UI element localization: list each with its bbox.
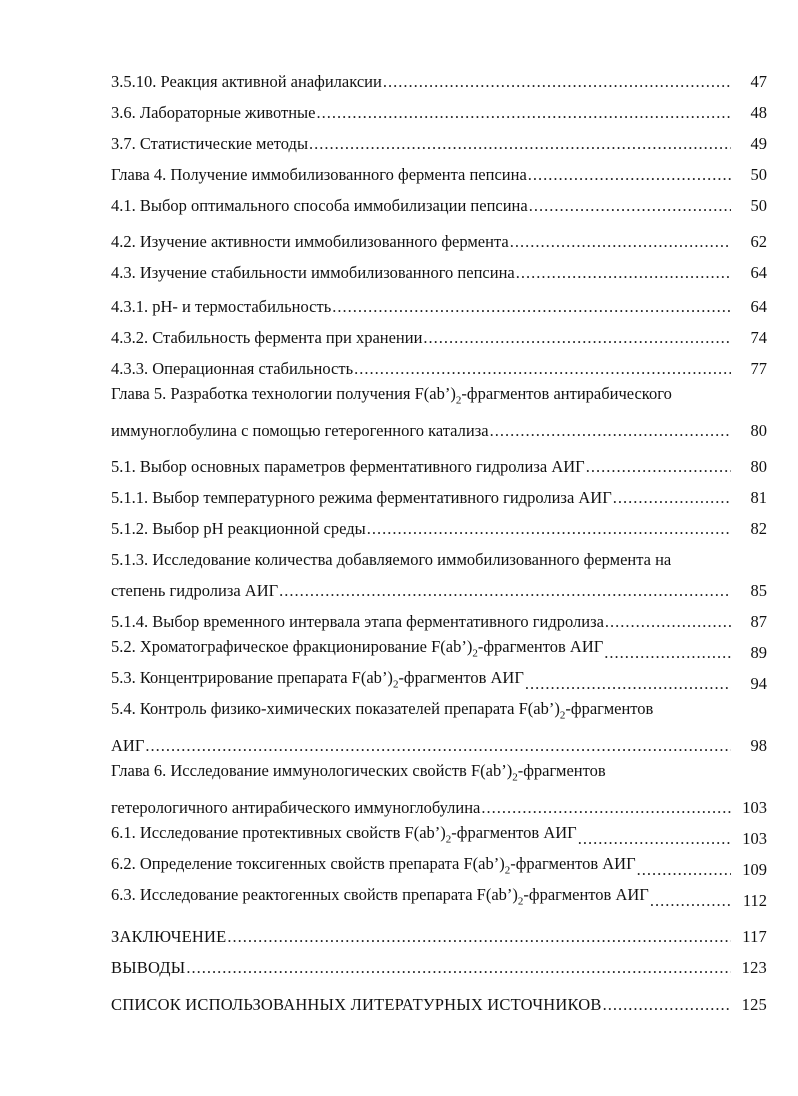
toc-entry-title-line1: Глава 5. Разработка технологии получения $F(ab’)_2$-фрагментов антирабического (111, 383, 672, 406)
toc-entry (111, 664, 767, 694)
toc-entry (111, 253, 767, 283)
toc-entry-page: 47 (750, 72, 767, 91)
toc-entry (111, 633, 767, 663)
toc-entry-page: 62 (750, 232, 767, 251)
toc-entry-page: 49 (750, 134, 767, 153)
toc-leader-dots (586, 457, 731, 477)
toc-leader-dots (490, 421, 731, 441)
toc-entry (111, 222, 767, 252)
toc-entry-page: 94 (750, 674, 767, 693)
toc-leader-dots (145, 736, 731, 756)
toc-entry-title: степень гидролиза АИГ (111, 581, 279, 600)
toc-entry-title: 3.7. Статистические методы (111, 134, 309, 153)
toc-entry (111, 509, 767, 539)
toc-entry-page: 87 (750, 612, 767, 631)
toc-references-entry (111, 985, 767, 1015)
toc-leader-dots (481, 798, 731, 818)
toc-entry-title: 5.3. Концентрирование препарата $F(ab’)_2$-фрагментов АИГ (111, 667, 524, 690)
toc-entry-title: гетерологичного антирабического иммуноглобулина (111, 798, 481, 817)
toc-entry-page: 48 (750, 103, 767, 122)
toc-entry-title: Глава 4. Получение иммобилизованного фермента пепсина (111, 165, 527, 184)
toc-entry-title-line1: 5.4. Контроль физико-химических показателей препарата $F(ab’)_2$-фрагментов (111, 698, 654, 721)
toc-entry-title: 4.3.3. Операционная стабильность (111, 359, 354, 378)
toc-entry-title: 6.1. Исследование протективных свойств $F(ab’)_2$-фрагментов АИГ (111, 822, 577, 845)
toc-entry-title: 5.1. Выбор основных параметров ферментативного гидролиза АИГ (111, 457, 585, 476)
toc-entry-title: 4.1. Выбор оптимального способа иммобилизации пепсина (111, 196, 528, 215)
toc-leader-dots (354, 359, 731, 379)
toc-leader-dots (578, 829, 731, 849)
toc-entry (111, 726, 767, 756)
toc-leader-dots (186, 958, 731, 978)
toc-entry (111, 93, 767, 123)
toc-entry-title: 6.2. Определение токсигенных свойств препарата $F(ab’)_2$-фрагментов АИГ (111, 853, 636, 876)
toc-entry-page: 98 (750, 736, 767, 755)
toc-chapter-line1 (111, 380, 767, 410)
toc-entry (111, 124, 767, 154)
toc-entry-page: 85 (750, 581, 767, 600)
toc-entry-page: 103 (742, 798, 767, 817)
toc-entry-page: 112 (742, 891, 767, 910)
toc-leader-dots (525, 674, 731, 694)
toc-entry (111, 62, 767, 92)
toc-leader-dots (279, 581, 731, 601)
toc-entry-title: 5.1.1. Выбор температурного режима ферментативного гидролиза АИГ (111, 488, 612, 507)
toc-entry (111, 447, 767, 477)
toc-entry-title: ВЫВОДЫ (111, 958, 186, 977)
toc-entry-page: 123 (741, 958, 767, 977)
toc-entry-title: 5.2. Хроматографическое фракционирование $F(ab’)_2$-фрагментов АИГ (111, 636, 604, 659)
toc-entry-page: 81 (750, 488, 767, 507)
toc-entry-title: 4.3.2. Стабильность фермента при хранении (111, 328, 423, 347)
toc-leader-dots (510, 232, 731, 252)
toc-entry (111, 186, 767, 216)
toc-chapter-entry (111, 155, 767, 185)
toc-entry (111, 318, 767, 348)
toc-leader-dots (528, 165, 731, 185)
toc-leader-dots (613, 488, 731, 508)
toc-entry-title: ЗАКЛЮЧЕНИЕ (111, 927, 227, 946)
toc-leader-dots (529, 196, 731, 216)
toc-entry-page: 82 (750, 519, 767, 538)
toc-entry-title-line1: 5.1.3. Исследование количества добавляемого иммобилизованного фермента на (111, 550, 672, 569)
toc-entry-title: 5.1.4. Выбор временного интервала этапа ферментативного гидролиза (111, 612, 604, 631)
toc-entry-page: 50 (750, 196, 767, 215)
toc-entry-page: 80 (750, 457, 767, 476)
toc-leader-dots (516, 263, 731, 283)
toc-leader-dots (605, 612, 731, 632)
toc-entry (111, 571, 767, 601)
toc-entry-title: 5.1.2. Выбор рН реакционной среды (111, 519, 366, 538)
toc-entry (111, 850, 767, 880)
toc-entry-page: 50 (750, 165, 767, 184)
toc-entry-page: 64 (750, 297, 767, 316)
toc-entry (111, 602, 767, 632)
toc-entry-title: 4.2. Изучение активности иммобилизованного фермента (111, 232, 509, 251)
toc-leader-dots (227, 927, 731, 947)
toc-entry-page: 117 (742, 927, 767, 946)
toc-entry-title: 4.3. Изучение стабильности иммобилизованного пепсина (111, 263, 515, 282)
toc-entry-page: 74 (750, 328, 767, 347)
toc-entry (111, 881, 767, 911)
toc-leader-dots (367, 519, 731, 539)
toc-chapter-entry (111, 788, 767, 818)
toc-leader-dots (637, 860, 731, 880)
toc-leader-dots (383, 72, 731, 92)
toc-entry-page: 125 (741, 995, 767, 1014)
toc-entry-title: 4.3.1. рН- и термостабильность (111, 297, 332, 316)
toc-leader-dots (309, 134, 731, 154)
toc-chapter-entry (111, 411, 767, 441)
toc-entry-page: 103 (742, 829, 767, 848)
toc-entry-page: 80 (750, 421, 767, 440)
toc-leader-dots (650, 891, 731, 911)
toc-entry (111, 349, 767, 379)
toc-entry-page: 77 (750, 359, 767, 378)
toc-leader-dots (603, 995, 731, 1015)
toc-chapter-line1 (111, 757, 767, 787)
toc-entry-page: 64 (750, 263, 767, 282)
toc-entry-title: 6.3. Исследование реактогенных свойств препарата $F(ab’)_2$-фрагментов АИГ (111, 884, 649, 907)
toc-entry-title: 3.6. Лабораторные животные (111, 103, 316, 122)
toc-entry-page: 109 (742, 860, 767, 879)
toc-entry (111, 819, 767, 849)
toc-entry (111, 287, 767, 317)
toc-entry-title: СПИСОК ИСПОЛЬЗОВАННЫХ ЛИТЕРАТУРНЫХ ИСТОЧНИКОВ (111, 995, 602, 1014)
toc-entry-title: 3.5.10. Реакция активной анафилаксии (111, 72, 382, 91)
toc-leader-dots (332, 297, 731, 317)
toc-entry-title-line1: Глава 6. Исследование иммунологических свойств $F(ab’)_2$-фрагментов (111, 760, 606, 783)
toc-leader-dots (423, 328, 731, 348)
toc-leader-dots (316, 103, 731, 123)
toc-entry-title: иммуноглобулина с помощью гетерогенного катализа (111, 421, 489, 440)
toc-entry-title: АИГ (111, 736, 145, 755)
toc-conclusion-entry (111, 917, 767, 947)
toc-entry-page: 89 (750, 643, 767, 662)
toc-findings-entry (111, 948, 767, 978)
toc-entry-line1 (111, 540, 767, 570)
toc-entry-line1 (111, 695, 767, 725)
toc-leader-dots (604, 643, 731, 663)
toc-entry (111, 478, 767, 508)
